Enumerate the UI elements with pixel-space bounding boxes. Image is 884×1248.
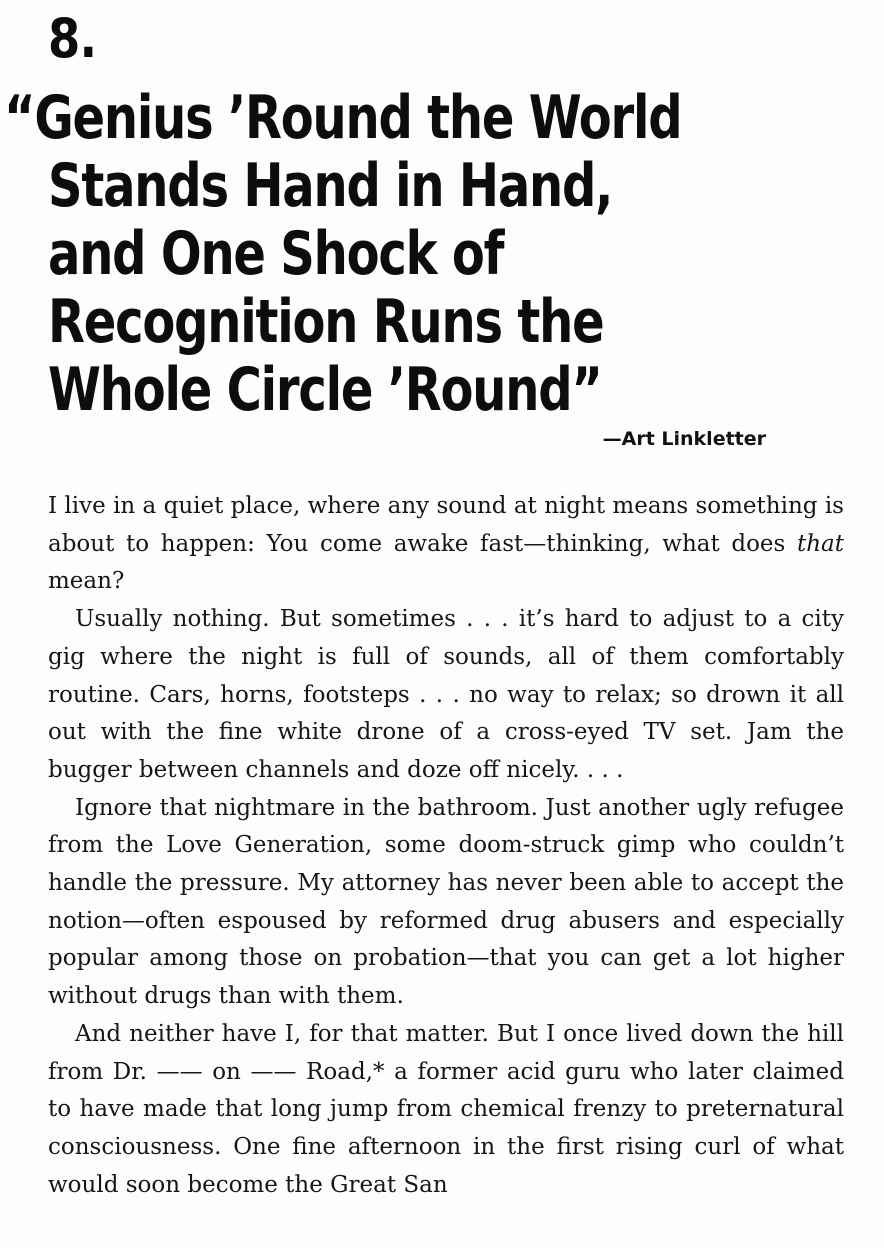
paragraph-text: mean? (48, 568, 125, 595)
chapter-title-line: Stands Hand in Hand, (48, 151, 613, 221)
paragraph: Ignore that nightmare in the bathroom. Just another ugly refugee from the Love Generation, some doom-struck gimp who couldn’t handle the pressure. My attorney has never been able to accept the notion—often espoused by reformed drug abusers and especially popular among those on probation—that you can get a lot higher without drugs than with them. (48, 794, 844, 1010)
paragraph-text: I live in a quiet place, where any sound at night means something is about to happen: You come awake fast—thinking, what does (48, 493, 844, 557)
paragraph (48, 488, 844, 601)
italic-emphasis: that (796, 530, 844, 557)
paragraph: And neither have I, for that matter. But I once lived down the hill from Dr. —— on —— Road,* a former acid guru who later claimed to have made that long jump from chemical frenzy to preternatural consciousness. One fine afternoon in the first rising curl of what would soon become the Great San (48, 1020, 844, 1198)
chapter-title-line: Recognition Runs the (48, 287, 604, 357)
chapter-title-line: Whole Circle ’Round” (48, 355, 602, 425)
epigraph-attribution: —Art Linkletter (602, 428, 766, 450)
paragraph: Usually nothing. But sometimes . . . it’s hard to adjust to a city gig where the night is full of sounds, all of them comfortably routine. Cars, horns, footsteps . . . no way to relax; so drown it all out with the fine white drone of a cross-eyed TV set. Jam the bugger between channels and doze off nicely. . . . (48, 606, 844, 783)
chapter-number: 8. (48, 7, 97, 70)
chapter-title-line: “Genius ’Round the World (4, 83, 682, 153)
chapter-title (4, 84, 756, 424)
body-text (48, 488, 844, 1204)
chapter-title-line: and One Shock of (48, 219, 504, 289)
